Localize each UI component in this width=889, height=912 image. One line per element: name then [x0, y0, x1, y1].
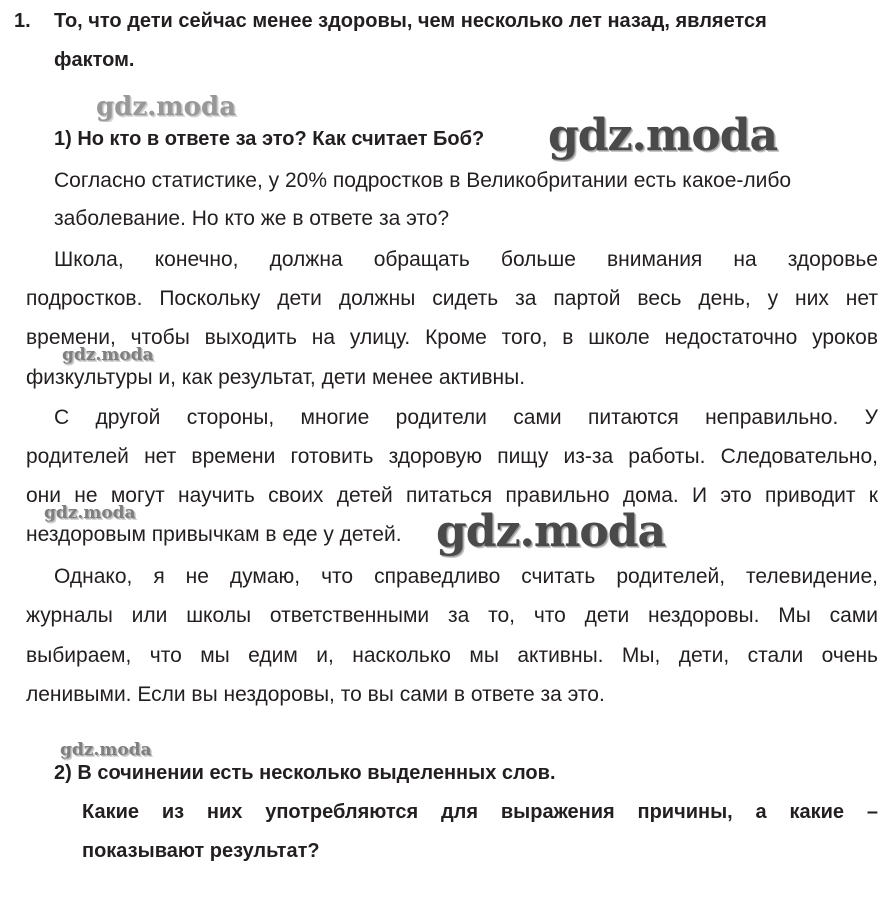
para1-line-1: Согласно статистике, у 20% подростков в Великобритании есть какое-либо	[54, 169, 792, 192]
watermark-logo: gdz.moda	[436, 506, 666, 557]
watermark-logo: gdz.moda	[548, 110, 778, 161]
task-title-line-1: То, что дети сейчас менее здоровы, чем несколько лет назад, является	[54, 10, 767, 32]
para3-line-4: нездоровым привычкам в еде у детей.	[26, 523, 402, 546]
para1-line-2: заболевание. Но кто же в ответе за это?	[54, 207, 450, 230]
watermark-logo: gdz.moda	[60, 740, 152, 760]
para4-line-4: ленивыми. Если вы нездоровы, то вы сами в ответе за это.	[26, 683, 605, 706]
para2-line-4: физкультуры и, как результат, дети менее активны.	[26, 366, 526, 389]
para3-line-2: родителей нет времени готовить здоровую пищу из-за работы. Следовательно,	[26, 445, 878, 468]
para3-line-3: они не могут научить своих детей питаться правильно дома. И это приводит к	[26, 484, 878, 507]
para4-line-1: Однако, я не думаю, что справедливо считать родителей, телевидение,	[54, 565, 878, 588]
sub2-heading: 2) В сочинении есть несколько выделенных слов.	[54, 762, 556, 784]
para4-line-2: журналы или школы ответственными за то, что дети нездоровы. Мы сами	[26, 604, 878, 627]
sub2-question-line-2: показывают результат?	[82, 840, 320, 862]
watermark-logo: gdz.moda	[62, 345, 154, 365]
para2-line-2: подростков. Поскольку дети должны сидеть за партой весь день, у них нет	[26, 287, 878, 310]
task-number: 1.	[14, 10, 31, 32]
para4-line-3: выбираем, что мы едим и, насколько мы активны. Мы, дети, стали очень	[26, 644, 878, 667]
para3-line-1: С другой стороны, многие родители сами питаются неправильно. У	[54, 406, 878, 429]
para2-line-3: времени, чтобы выходить на улицу. Кроме того, в школе недостаточно уроков	[26, 326, 878, 349]
sub1-heading: 1) Но кто в ответе за это? Как считает Боб?	[54, 128, 485, 150]
sub2-question-line-1: Какие из них употребляются для выражения причины, а какие –	[82, 801, 878, 823]
para2-line-1: Школа, конечно, должна обращать больше внимания на здоровье	[54, 248, 878, 271]
watermark-logo: gdz.moda	[44, 503, 136, 523]
task-title-line-2: фактом.	[54, 49, 135, 71]
watermark-logo: gdz.moda	[96, 92, 237, 122]
